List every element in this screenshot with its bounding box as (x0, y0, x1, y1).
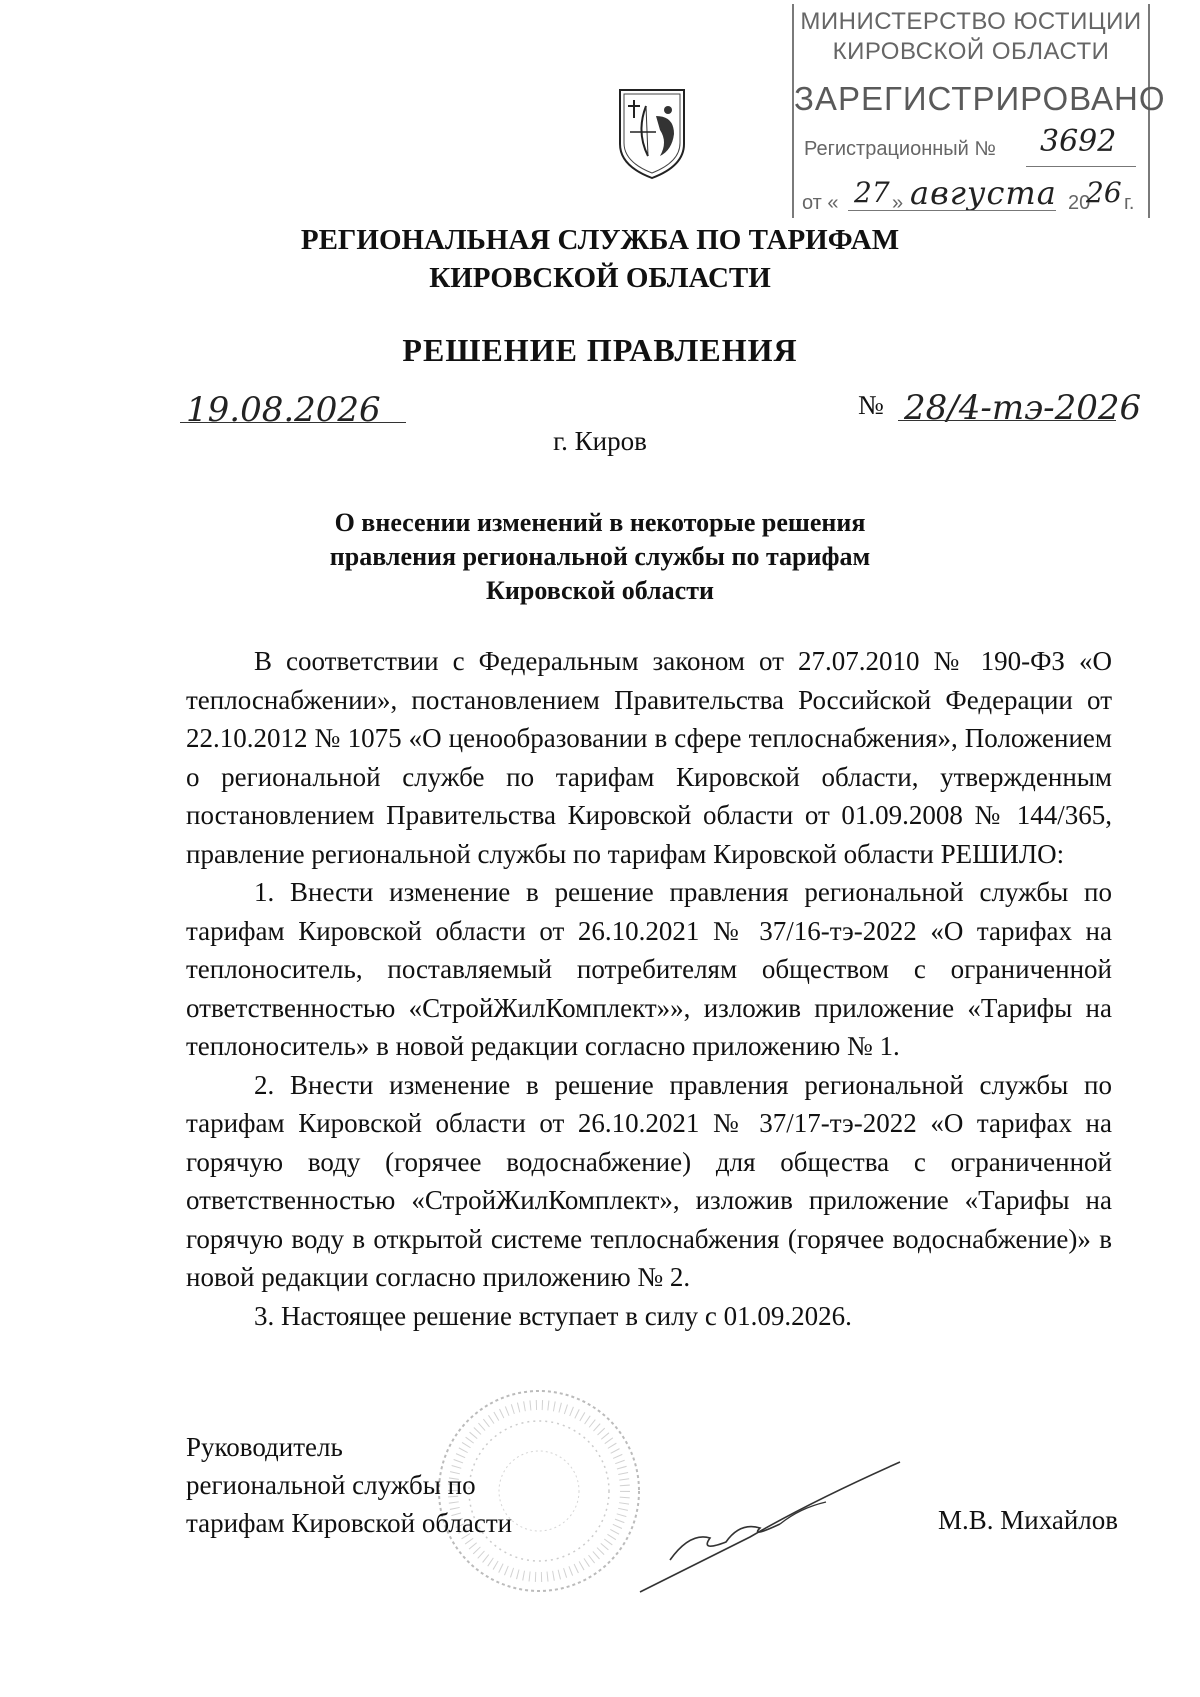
subject-line1: О внесении изменений в некоторые решения (334, 508, 866, 537)
subject-line3: Кировской области (486, 576, 714, 605)
coat-of-arms-icon (616, 86, 688, 180)
stamp-ministry: МИНИСТЕРСТВО ЮСТИЦИИ (800, 8, 1142, 35)
number-underline (898, 420, 1116, 421)
registration-stamp (792, 4, 1166, 218)
stamp-day-close: » (892, 192, 904, 214)
decision-number: 28/4-тэ-2026 (904, 388, 1142, 428)
date-underline (180, 422, 406, 423)
stamp-region: КИРОВСКОЙ ОБЛАСТИ (832, 38, 1110, 65)
signer-title-line3: тарифам Кировской области (186, 1508, 513, 1538)
signature-block (186, 1428, 512, 1542)
subject-line2: правления региональной службы по тарифам (329, 542, 871, 571)
preamble-paragraph: В соответствии с Федеральным законом от 27.07.2010 № 190-ФЗ «О теплоснабжении», постановлением Правительства Российской Федерации от 22.10.2012 № 1075 «О ценообразовании в сфере теплоснабжения», Положением о региональной службе по тарифам Кировской области, утвержденным постановлением Правительства Кировской области от 01.09.2008 № 144/365, правление региональной службы по тарифам Кировской области РЕШИЛО: (186, 646, 1112, 869)
stamp-registered: ЗАРЕГИСТРИРОВАНО (794, 80, 1166, 117)
handwritten-signature (630, 1442, 910, 1602)
stamp-month-line (906, 210, 1056, 211)
stamp-number-label: Регистрационный № (804, 138, 996, 160)
document-body (186, 642, 1112, 1335)
stamp-day-line (848, 210, 908, 211)
signer-title-line2: региональной службы по (186, 1470, 476, 1500)
org-name-line1: РЕГИОНАЛЬНАЯ СЛУЖБА ПО ТАРИФАМ (300, 224, 900, 256)
stamp-year-end: г. (1124, 192, 1135, 214)
stamp-number-value: 3692 (1040, 124, 1117, 159)
stamp-month: августа (910, 174, 1057, 212)
subject-heading (0, 506, 1200, 608)
item-1: 1. Внести изменение в решение правления региональной службы по тарифам Кировской области от 26.10.2021 № 37/16-тэ-2022 «О тарифах на теплоноситель, поставляемый потребителям обществом с ограниченной ответственностью «СтройЖилКомплект»», изложив приложение «Тарифы на теплоноситель» в новой редакции согласно приложению № 1. (186, 877, 1112, 1061)
city: г. Киров (553, 426, 647, 456)
number-label: № (858, 390, 884, 420)
decision-date: 19.08.2026 (186, 390, 381, 430)
item-2: 2. Внести изменение в решение правления региональной службы по тарифам Кировской области от 26.10.2021 № 37/17-тэ-2022 «О тарифах на горячую воду (горячее водоснабжение) для общества с ограниченной ответственностью «СтройЖилКомплект», изложив приложение «Тарифы на горячую воду в открытой системе теплоснабжения (горячее водоснабжение)» в новой редакции согласно приложению № 2. (186, 1069, 1112, 1292)
stamp-year-prefix: 20 (1068, 192, 1091, 214)
stamp-year: 26 (1086, 176, 1122, 209)
org-name-line2: КИРОВСКОЙ ОБЛАСТИ (429, 262, 771, 294)
stamp-day: 27 (854, 176, 890, 209)
signer-name: М.В. Михайлов (938, 1505, 1119, 1535)
document-type: РЕШЕНИЕ ПРАВЛЕНИЯ (402, 332, 798, 368)
signer-title-line1: Руководитель (186, 1432, 343, 1462)
stamp-date-prefix: от « (802, 192, 839, 214)
stamp-number-line (1026, 166, 1136, 167)
item-3: 3. Настоящее решение вступает в силу с 01.09.2026. (254, 1300, 852, 1331)
